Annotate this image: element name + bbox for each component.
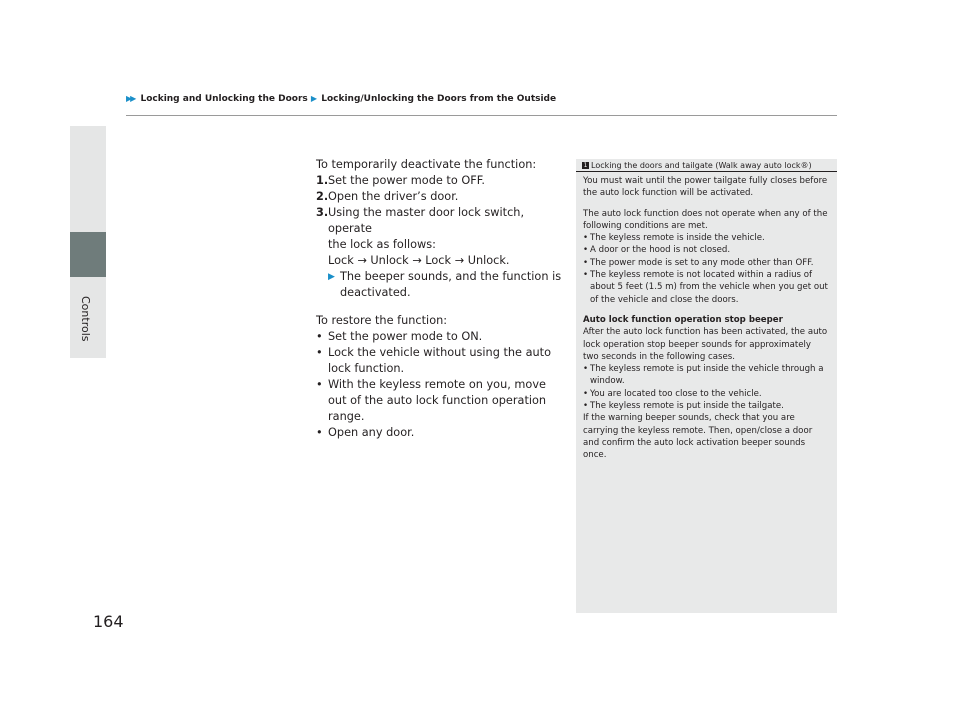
case-item: • You are located too close to the vehicle. (583, 388, 762, 399)
restore-title: To restore the function: (316, 314, 448, 327)
bullet-icon: • (316, 426, 323, 439)
restore-item: • Set the power mode to ON. (316, 330, 483, 343)
bullet-icon: • (583, 401, 589, 412)
intro-text: To temporarily deactivate the function: (316, 158, 537, 171)
page-number: 164 (93, 612, 124, 631)
case-item: • The keyless remote is put inside the tailgate. (583, 401, 784, 412)
bullet-icon: • (583, 257, 589, 268)
breadcrumb-arrow-icon: ▶▶ (126, 94, 135, 103)
section-label: Controls (79, 296, 92, 342)
restore-item: • Open any door. (316, 426, 415, 439)
step-2: 2. Open the driver’s door. (316, 190, 459, 203)
note-panel-title: 1 Locking the doors and tailgate (Walk away auto lock®) (583, 161, 812, 170)
breadcrumb (126, 94, 556, 104)
bullet-icon: • (316, 346, 323, 359)
reference-icon: 1 (583, 162, 588, 169)
beeper-text: After the auto lock function has been activated, the auto lock operation stop beeper sounds for approximately two seconds in the following cases. (583, 327, 828, 362)
condition-item: • A door or the hood is not closed. (583, 245, 731, 256)
section-tab (70, 232, 106, 277)
closing-text: If the warning beeper sounds, check that you are carrying the keyless remote. Then, open/close a door and confirm the auto lock activation beeper sounds once. (583, 413, 813, 461)
main-content (316, 157, 564, 441)
condition-item: • The power mode is set to any mode other than OFF. (583, 257, 814, 268)
condition-item: • The keyless remote is not located within a radius of about 5 feet (1.5 m) from the vehicle when you get out of the vehicle and close the doors. (583, 270, 828, 305)
note-paragraph: You must wait until the power tailgate fully closes before the auto lock function will be activated. (583, 176, 828, 199)
bullet-icon: • (583, 270, 589, 281)
bullet-icon: • (583, 364, 589, 375)
restore-item: • Lock the vehicle without using the auto lock function. (316, 346, 552, 375)
step-3-continued: the lock as follows: (328, 238, 436, 251)
header-rule (126, 115, 837, 116)
bullet-icon: • (316, 378, 323, 391)
beeper-heading: Auto lock function operation stop beeper (583, 314, 783, 325)
result-arrow-icon: ▶ (328, 272, 335, 282)
condition-item: • The keyless remote is inside the vehicle. (583, 233, 765, 244)
step-3-result: ▶ The beeper sounds, and the function is deactivated. (328, 270, 562, 299)
step-3-sequence: Lock → Unlock → Lock → Unlock. (328, 254, 510, 267)
bullet-icon: • (583, 388, 589, 399)
step-1: 1. Set the power mode to OFF. (316, 174, 486, 187)
step-3: 3. Using the master door lock switch, operate (316, 206, 525, 235)
note-panel-rule (576, 171, 837, 172)
breadcrumb-item-1[interactable]: Locking and Unlocking the Doors (140, 94, 308, 104)
note-panel-body (583, 175, 829, 462)
restore-item: • With the keyless remote on you, move out of the auto lock function operation range. (316, 378, 547, 423)
breadcrumb-item-2[interactable]: Locking/Unlocking the Doors from the Outside (321, 94, 557, 104)
case-item: • The keyless remote is put inside the vehicle through a window. (583, 364, 824, 387)
note-paragraph: The auto lock function does not operate when any of the following conditions are met. (583, 208, 828, 231)
bullet-icon: • (583, 245, 589, 256)
bullet-icon: • (316, 330, 323, 343)
bullet-icon: • (583, 233, 589, 244)
breadcrumb-arrow-icon: ▶ (310, 94, 316, 103)
